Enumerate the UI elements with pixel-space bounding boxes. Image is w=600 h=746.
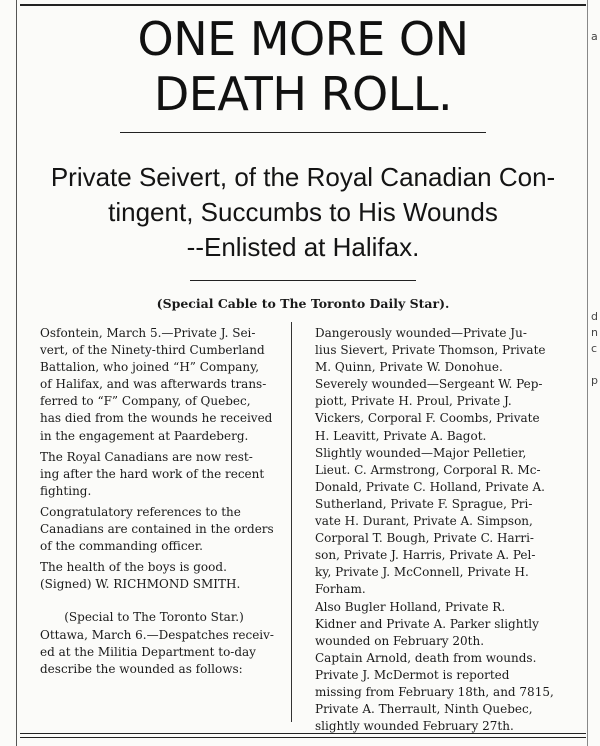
text-line: Forham. (315, 582, 366, 597)
deck-line-3: --Enlisted at Halifax. (186, 232, 420, 262)
text-line: vate H. Durant, Private A. Simpson, (315, 514, 533, 529)
text-line: Private A. Therrault, Ninth Quebec, (315, 702, 533, 717)
headline-line-1: ONE MORE ON (137, 12, 469, 66)
text-line: Ottawa, March 6.—Despatches receiv- (40, 627, 274, 642)
column-divider (291, 322, 292, 722)
paragraph (22, 559, 286, 576)
paragraph (22, 504, 286, 555)
headline-line-2: DEATH ROLL. (153, 67, 453, 121)
text-line: (Signed) W. RICHMOND SMITH. (40, 577, 241, 592)
text-line: Also Bugler Holland, Private R. (315, 599, 506, 614)
paragraph (297, 376, 583, 444)
text-line: Vickers, Corporal F. Coombs, Private (315, 411, 540, 426)
paragraph (297, 445, 583, 599)
deck-divider (190, 280, 416, 281)
text-line: Severely wounded—Sergeant W. Pep- (315, 377, 543, 392)
text-line: of Halifax, and was afterwards trans- (40, 377, 267, 392)
text-line: ferred to “F” Company, of Quebec, (40, 394, 251, 409)
text-line: Lieut. C. Armstrong, Corporal R. Mc- (315, 462, 541, 477)
edge-mark: n (591, 326, 598, 339)
dateline: (Special Cable to The Toronto Daily Star). (156, 296, 450, 311)
text-line: piott, Private H. Proul, Private J. (315, 394, 512, 409)
bottom-rule (20, 733, 586, 734)
text-line: Canadians are contained in the orders (40, 522, 274, 537)
text-line: The Royal Canadians are now rest- (40, 449, 253, 464)
headline-divider (120, 132, 486, 133)
page-left-border (16, 0, 17, 746)
text-line: ky, Private J. McConnell, Private H. (315, 565, 529, 580)
edge-mark: d (591, 310, 598, 323)
page-right-border (587, 0, 588, 746)
text-line: Private J. McDermot is reported (315, 667, 510, 682)
paragraph (22, 325, 286, 445)
bottom-rule-double (20, 737, 586, 738)
text-line: Battalion, who joined “H” Company, (40, 360, 260, 375)
text-line: (Special to The Toronto Star.) (64, 610, 244, 625)
text-line: Congratulatory references to the (40, 504, 241, 519)
text-line: wounded on February 20th. (315, 633, 485, 648)
text-line: lius Sievert, Private Thomson, Private (315, 343, 546, 358)
text-line: The health of the boys is good. (40, 560, 227, 575)
text-line: describe the wounded as follows: (40, 661, 243, 676)
text-line: of the commanding officer. (40, 539, 203, 554)
edge-mark: p (591, 374, 598, 387)
paragraph (297, 599, 583, 650)
paragraph (22, 627, 286, 678)
paragraph (297, 325, 583, 376)
text-line: ing after the hard work of the recent (40, 466, 265, 481)
text-line: Captain Arnold, death from wounds. (315, 650, 537, 665)
left-column (22, 325, 286, 678)
paragraph (22, 449, 286, 500)
paragraph (297, 650, 583, 735)
signature (22, 576, 286, 593)
deck-line-2: tingent, Succumbs to His Wounds (108, 197, 498, 227)
sub-dateline (22, 609, 286, 626)
edge-mark: a (591, 30, 598, 43)
text-line: Kidner and Private A. Parker slightly (315, 616, 539, 631)
text-line: missing from February 18th, and 7815, (315, 684, 554, 699)
text-line: M. Quinn, Private W. Donohue. (315, 360, 503, 375)
text-line: Corporal T. Bough, Private C. Harri- (315, 531, 534, 546)
text-line: in the engagement at Paardeberg. (40, 428, 249, 443)
top-rule (20, 4, 586, 6)
right-column (297, 325, 583, 735)
deck-line-1: Private Seivert, of the Royal Canadian Con- (50, 162, 556, 192)
text-line: son, Private J. Harris, Private A. Pel- (315, 548, 536, 563)
text-line: Dangerously wounded—Private Ju- (315, 326, 527, 340)
edge-mark: c (591, 342, 598, 355)
text-line: Donald, Private C. Holland, Private A. (315, 479, 545, 494)
text-line: H. Leavitt, Private A. Bagot. (315, 428, 487, 443)
text-line: fighting. (40, 483, 92, 498)
text-line: slightly wounded February 27th. (315, 719, 514, 734)
text-line: Sutherland, Private F. Sprague, Pri- (315, 496, 533, 511)
text-line: vert, of the Ninety-third Cumberland (40, 343, 265, 358)
text-line: ed at the Militia Department to-day (40, 644, 256, 659)
text-line: Osfontein, March 5.—Private J. Sei- (40, 326, 256, 340)
text-line: Slightly wounded—Major Pelletier, (315, 445, 527, 460)
text-line: has died from the wounds he received (40, 411, 273, 426)
